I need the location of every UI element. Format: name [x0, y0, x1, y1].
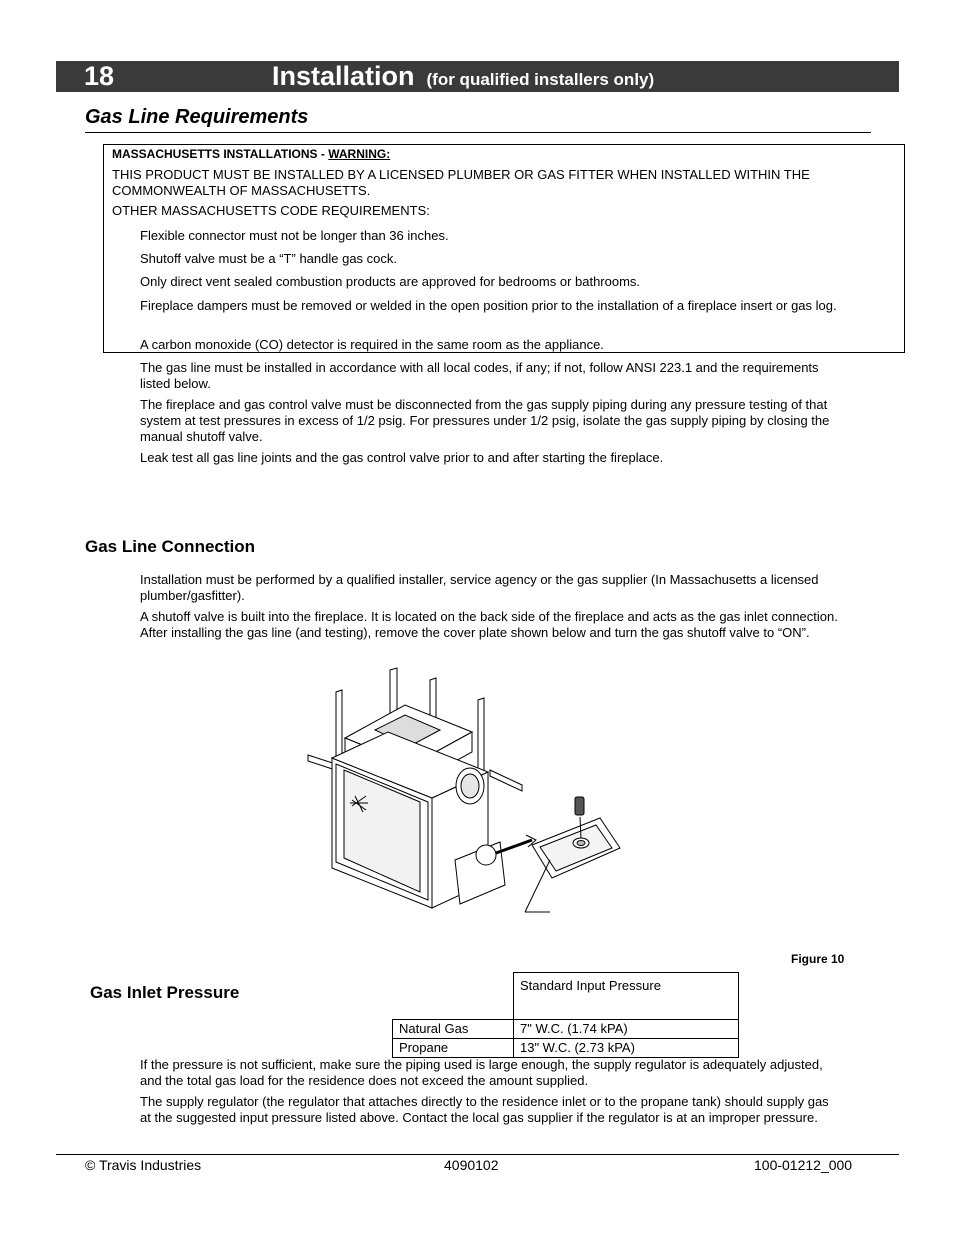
- section-title: Gas Line Requirements: [85, 106, 309, 128]
- connection-paragraph: A shutoff valve is built into the fireplace. It is located on the back side of the fireplace and acts as the gas inlet connection. After installing the gas line (and testing), remove the cover plate shown below and turn the gas shutoff valve to “ON”.: [140, 609, 838, 640]
- table-row-label: Propane: [393, 1039, 514, 1058]
- requirement-paragraph: The fireplace and gas control valve must be disconnected from the gas supply piping during any pressure testing of that system at test pressures in excess of 1/2 psig. For pressures under 1/2 psig, isolate the gas supply piping by closing the manual shutoff valve.: [140, 397, 830, 444]
- inlet-pressure-table: [392, 972, 739, 1058]
- table-header-cell: Standard Input Pressure: [514, 973, 739, 1020]
- warning-item: Shutoff valve must be a “T” handle gas cock.: [140, 251, 398, 266]
- footer-document-number: 100-01212_000: [754, 1157, 853, 1173]
- footer-part-number: 4090102: [444, 1157, 499, 1173]
- table-row: [393, 1039, 739, 1058]
- table-corner-cell: [393, 973, 514, 1020]
- page-number: 18: [84, 61, 115, 91]
- connection-paragraph: Installation must be performed by a qualified installer, service agency or the gas supplier (In Massachusetts a licensed plumber/gasfitter).: [140, 572, 819, 603]
- pressure-paragraph: If the pressure is not sufficient, make sure the piping used is large enough, the supply regulator is adequately adjusted, and the total gas load for the residence does not exceed the amount supplied.: [140, 1057, 823, 1088]
- section-divider: [85, 132, 871, 133]
- pressure-paragraph: The supply regulator (the regulator that attaches directly to the residence inlet or to the propane tank) should supply gas at the suggested input pressure listed above. Contact the local gas supplier if the regulator is at an improper pressure.: [140, 1094, 829, 1125]
- fireplace-gas-inlet-illustration: [300, 660, 630, 920]
- page-header-bar: [56, 61, 899, 92]
- page-title-text: Installation: [272, 61, 415, 91]
- table-row-label: Natural Gas: [393, 1020, 514, 1039]
- page-subtitle: (for qualified installers only): [426, 70, 655, 89]
- warning-item: Only direct vent sealed combustion products are approved for bedrooms or bathrooms.: [140, 274, 641, 289]
- warning-item: A carbon monoxide (CO) detector is required in the same room as the appliance.: [140, 337, 604, 352]
- warning-item: Flexible connector must not be longer than 36 inches.: [140, 228, 449, 243]
- requirement-paragraph: The gas line must be installed in accordance with all local codes, if any; if not, follow ANSI 223.1 and the requirements listed below.: [140, 360, 819, 391]
- warning-label: WARNING:: [328, 147, 391, 161]
- warning-line-2: OTHER MASSACHUSETTS CODE REQUIREMENTS:: [112, 203, 430, 218]
- page-title: [272, 61, 654, 95]
- table-row: [393, 973, 739, 1020]
- warning-item: Fireplace dampers must be removed or welded in the open position prior to the installation of a fireplace insert or gas log.: [140, 298, 837, 313]
- footer-copyright: © Travis Industries: [85, 1157, 202, 1173]
- warning-line-1: THIS PRODUCT MUST BE INSTALLED BY A LICENSED PLUMBER OR GAS FITTER WHEN INSTALLED WITHIN THE COMMONWEALTH OF MASSACHUSETTS.: [112, 167, 810, 198]
- warning-heading: [112, 147, 390, 161]
- requirement-paragraph: Leak test all gas line joints and the gas control valve prior to and after starting the fireplace.: [140, 450, 664, 465]
- footer-divider: [56, 1154, 899, 1155]
- table-row-value: 7" W.C. (1.74 kPA): [514, 1020, 739, 1039]
- figure-caption: Figure 10: [791, 952, 845, 966]
- gas-line-connection-heading: Gas Line Connection: [85, 537, 256, 556]
- warning-heading-prefix: MASSACHUSETTS INSTALLATIONS -: [112, 147, 329, 161]
- table-row-value: 13" W.C. (2.73 kPA): [514, 1039, 739, 1058]
- gas-inlet-pressure-heading: Gas Inlet Pressure: [90, 983, 240, 1002]
- table-row: [393, 1020, 739, 1039]
